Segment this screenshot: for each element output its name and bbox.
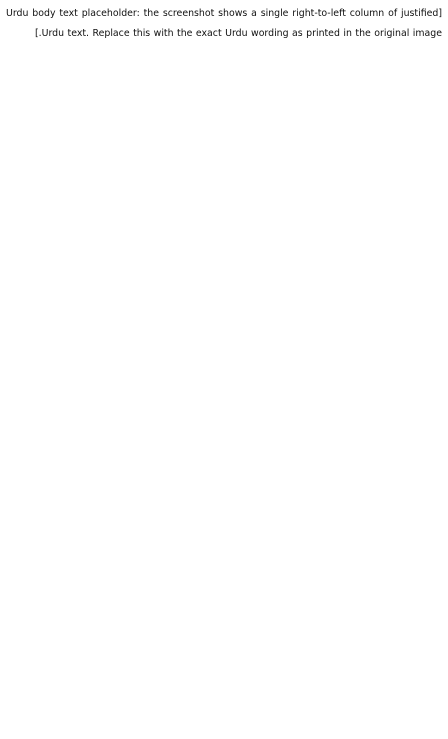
article-body-text: [Urdu body text placeholder: the screenshot shows a single right-to-left column of justified Urdu text. Replace this with the exact Urdu wording as printed in the original image.] [6, 8, 442, 40]
